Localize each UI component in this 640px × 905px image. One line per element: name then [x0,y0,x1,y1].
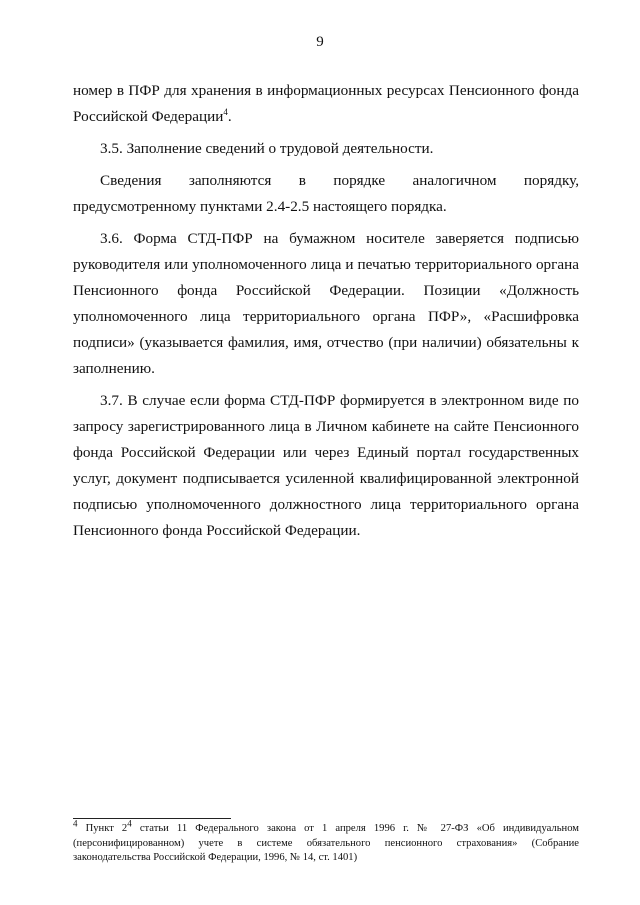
footnote-text-sup: 4 [127,818,132,829]
footnote-reference[interactable]: 4 [223,106,228,117]
footnote-text: Пункт 2 [85,823,128,834]
section-3-5-text: Сведения заполняются в порядке аналогичном порядку, предусмотренному пунктами 2.4-2.5 настоящего порядка. [73,172,579,215]
paragraph-continuation [73,78,579,130]
section-3-6-text: 3.6. Форма СТД-ПФР на бумажном носителе заверяется подписью руководителя или уполномоченного лица и печатью территориального органа Пенсионного фонда Российской Федерации. Позиции «Должность уполномоченного лица территориального органа ПФР», «Расшифровка подписи» (указывается фамилия, имя, отчество (при наличии) обязательны к заполнению. [73,230,579,377]
page-number: 9 [316,34,324,50]
footnote-line-3: законодательства Российской Федерации, 1996, № 14, ст. 1401) [73,852,358,863]
paragraph-punctuation: . [227,108,232,125]
footnote-line-1 [73,818,579,837]
paragraph-text: номер в ПФР для хранения в информационных ресурсах Пенсионного фонда Российской Федерации [73,82,579,125]
section-3-7-text: 3.7. В случае если форма СТД-ПФР формируется в электронном виде по запросу зарегистрированного лица в Личном кабинете на сайте Пенсионного фонда Российской Федерации или через Единый портал государственных услуг, документ подписывается усиленной квалифицированной электронной подписью уполномоченного должностного лица территориального органа Пенсионного фонда Российской Федерации. [73,392,579,539]
footnote-line-2: (персонифицированном) учете в системе обязательного пенсионного страхования» (Собрание [73,837,579,849]
document-body [73,78,579,550]
footnote [73,818,579,866]
footnote-marker: 4 [73,818,78,829]
footnote-text: статьи 11 Федерального закона от 1 апреля 1996 г. № 27-ФЗ «Об индивидуальном [131,823,579,834]
section-3-5-heading: 3.5. Заполнение сведений о трудовой деятельности. [100,140,434,157]
footnote-divider [73,818,231,819]
